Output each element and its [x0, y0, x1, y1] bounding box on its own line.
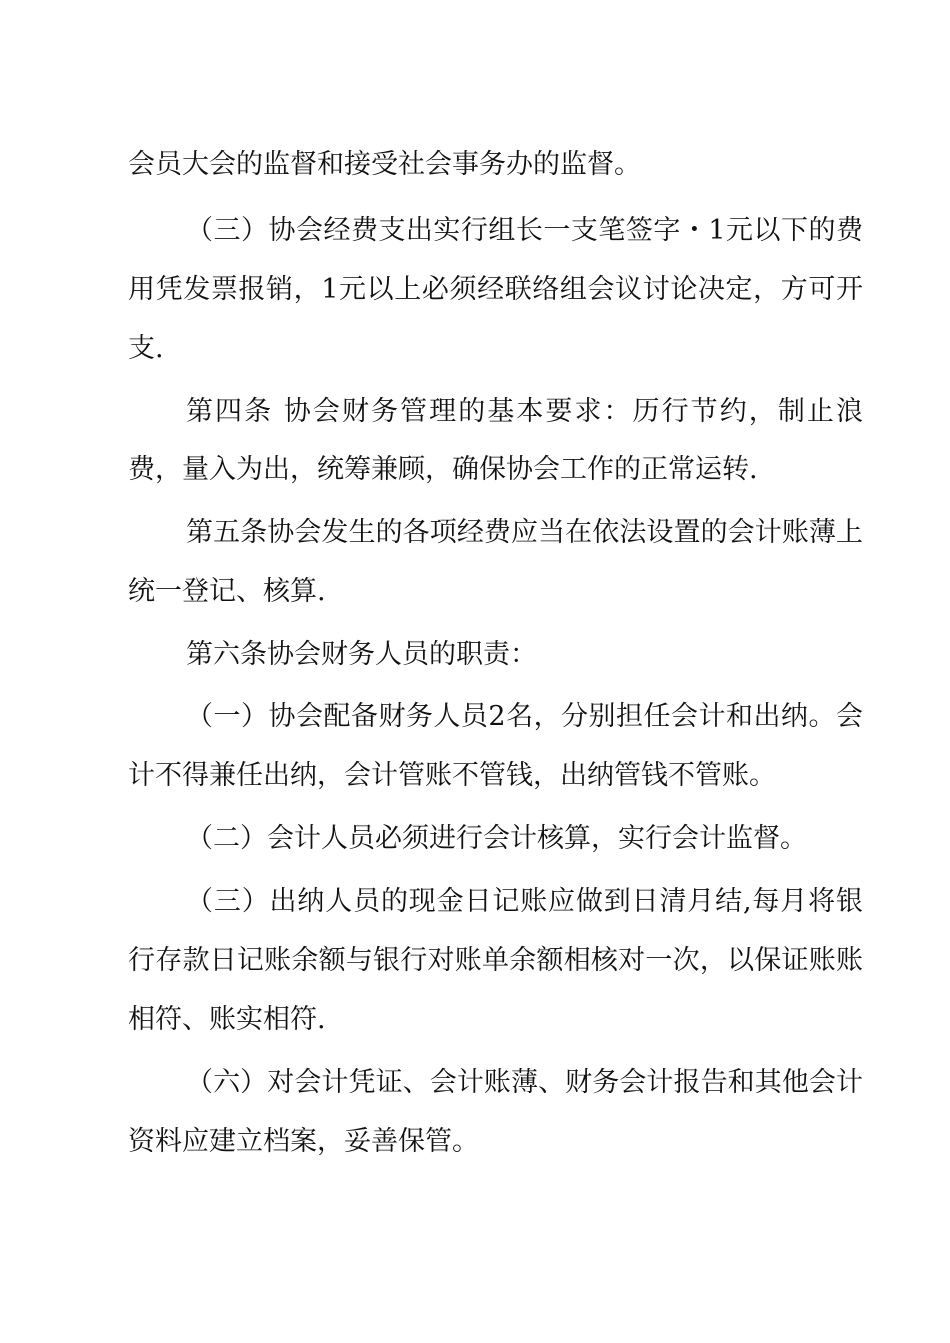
paragraph-line: 计不得兼任出纳，会计管账不管钱，出纳管钱不管账。 [128, 760, 776, 791]
paragraph-line: 费，量入为出，统筹兼顾，确保协会工作的正常运转. [128, 454, 758, 485]
paragraph-line: （二）会计人员必须进行会计核算，实行会计监督。 [186, 823, 807, 854]
paragraph-line: （一）协会配备财务人员2名，分别担任会计和出纳。会 [186, 701, 863, 732]
paragraph-line: 第六条协会财务人员的职责： [186, 639, 537, 670]
paragraph-line: （六）对会计凭证、会计账薄、财务会计报告和其他会计 [186, 1067, 863, 1098]
paragraph-line: （三）协会经费支出实行组长一支笔签字・1元以下的费 [186, 215, 863, 246]
paragraph-line: 统一登记、核算. [128, 576, 326, 607]
paragraph-line: 会员大会的监督和接受社会事务办的监督。 [128, 149, 641, 180]
paragraph-line: 第四条 协会财务管理的基本要求：历行节约，制止浪 [186, 396, 863, 427]
paragraph-line: 行存款日记账余额与银行对账单余额相核对一次，以保证账账 [128, 945, 863, 976]
paragraph-line: 相符、账实相符. [128, 1004, 326, 1035]
paragraph-line: 支. [128, 333, 164, 364]
paragraph-line: 资料应建立档案，妥善保管。 [128, 1126, 479, 1157]
paragraph-line: 第五条协会发生的各项经费应当在依法设置的会计账薄上 [186, 517, 863, 548]
paragraph-line: 用凭发票报销，1元以上必须经联络组会议讨论决定，方可开 [128, 274, 863, 305]
paragraph-line: （三）出纳人员的现金日记账应做到日清月结,每月将银 [186, 886, 863, 917]
